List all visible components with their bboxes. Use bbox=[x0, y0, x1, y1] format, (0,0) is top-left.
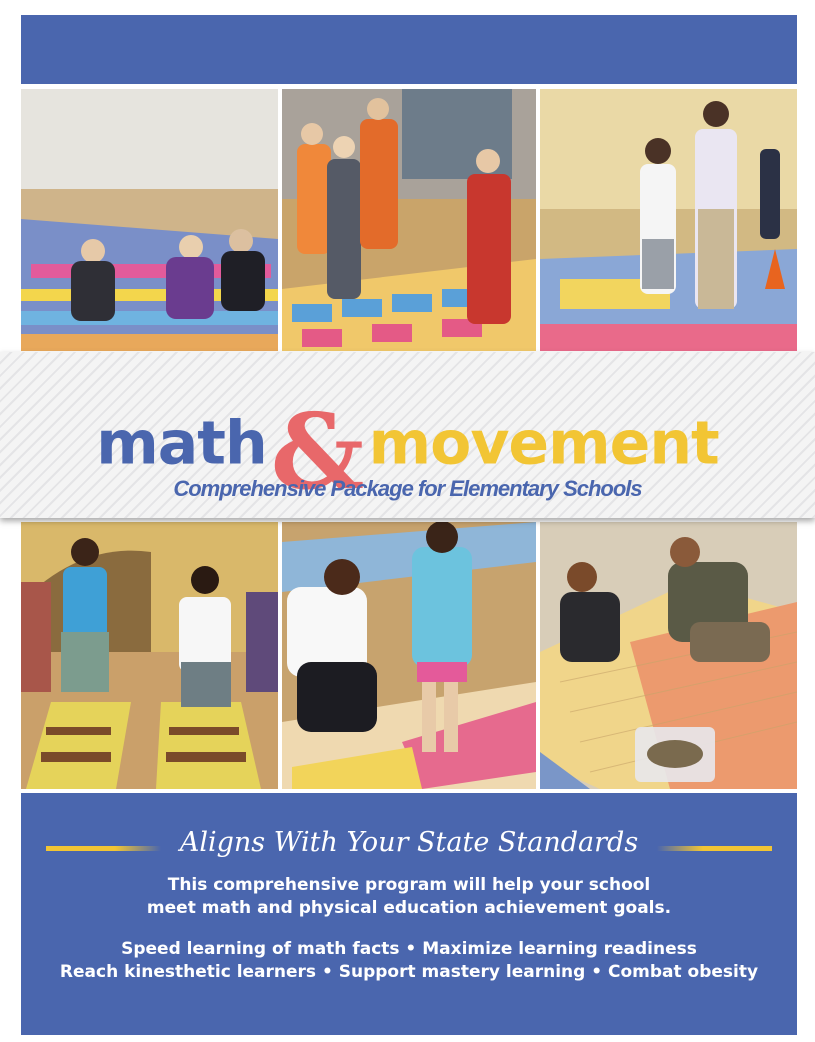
title-band bbox=[0, 352, 815, 518]
subtitle: Comprehensive Package for Elementary Schools bbox=[173, 476, 642, 501]
standards-panel bbox=[21, 793, 797, 1035]
photo-man-and-boy bbox=[540, 89, 797, 351]
panel-heading: Aligns With Your State Standards bbox=[179, 827, 639, 858]
panel-text-line: meet math and physical education achievement goals. bbox=[146, 898, 672, 918]
logo-word-math: math bbox=[96, 408, 267, 479]
photo-kids-hopping bbox=[21, 522, 278, 789]
photo-boys-on-grid bbox=[540, 522, 797, 789]
photo-teachers-on-mat bbox=[21, 89, 278, 351]
logo-ampersand: & bbox=[270, 390, 365, 513]
benefits-line: Speed learning of math facts • Maximize learning readiness bbox=[121, 939, 697, 959]
photo-kids-jumping bbox=[282, 89, 536, 351]
photo-teacher-and-girl bbox=[282, 522, 536, 789]
panel-text-line: This comprehensive program will help your school bbox=[167, 875, 651, 895]
top-banner bbox=[21, 15, 797, 84]
benefits-line: Reach kinesthetic learners • Support mastery learning • Combat obesity bbox=[59, 962, 759, 982]
logo-word-movement: movement bbox=[368, 408, 719, 479]
